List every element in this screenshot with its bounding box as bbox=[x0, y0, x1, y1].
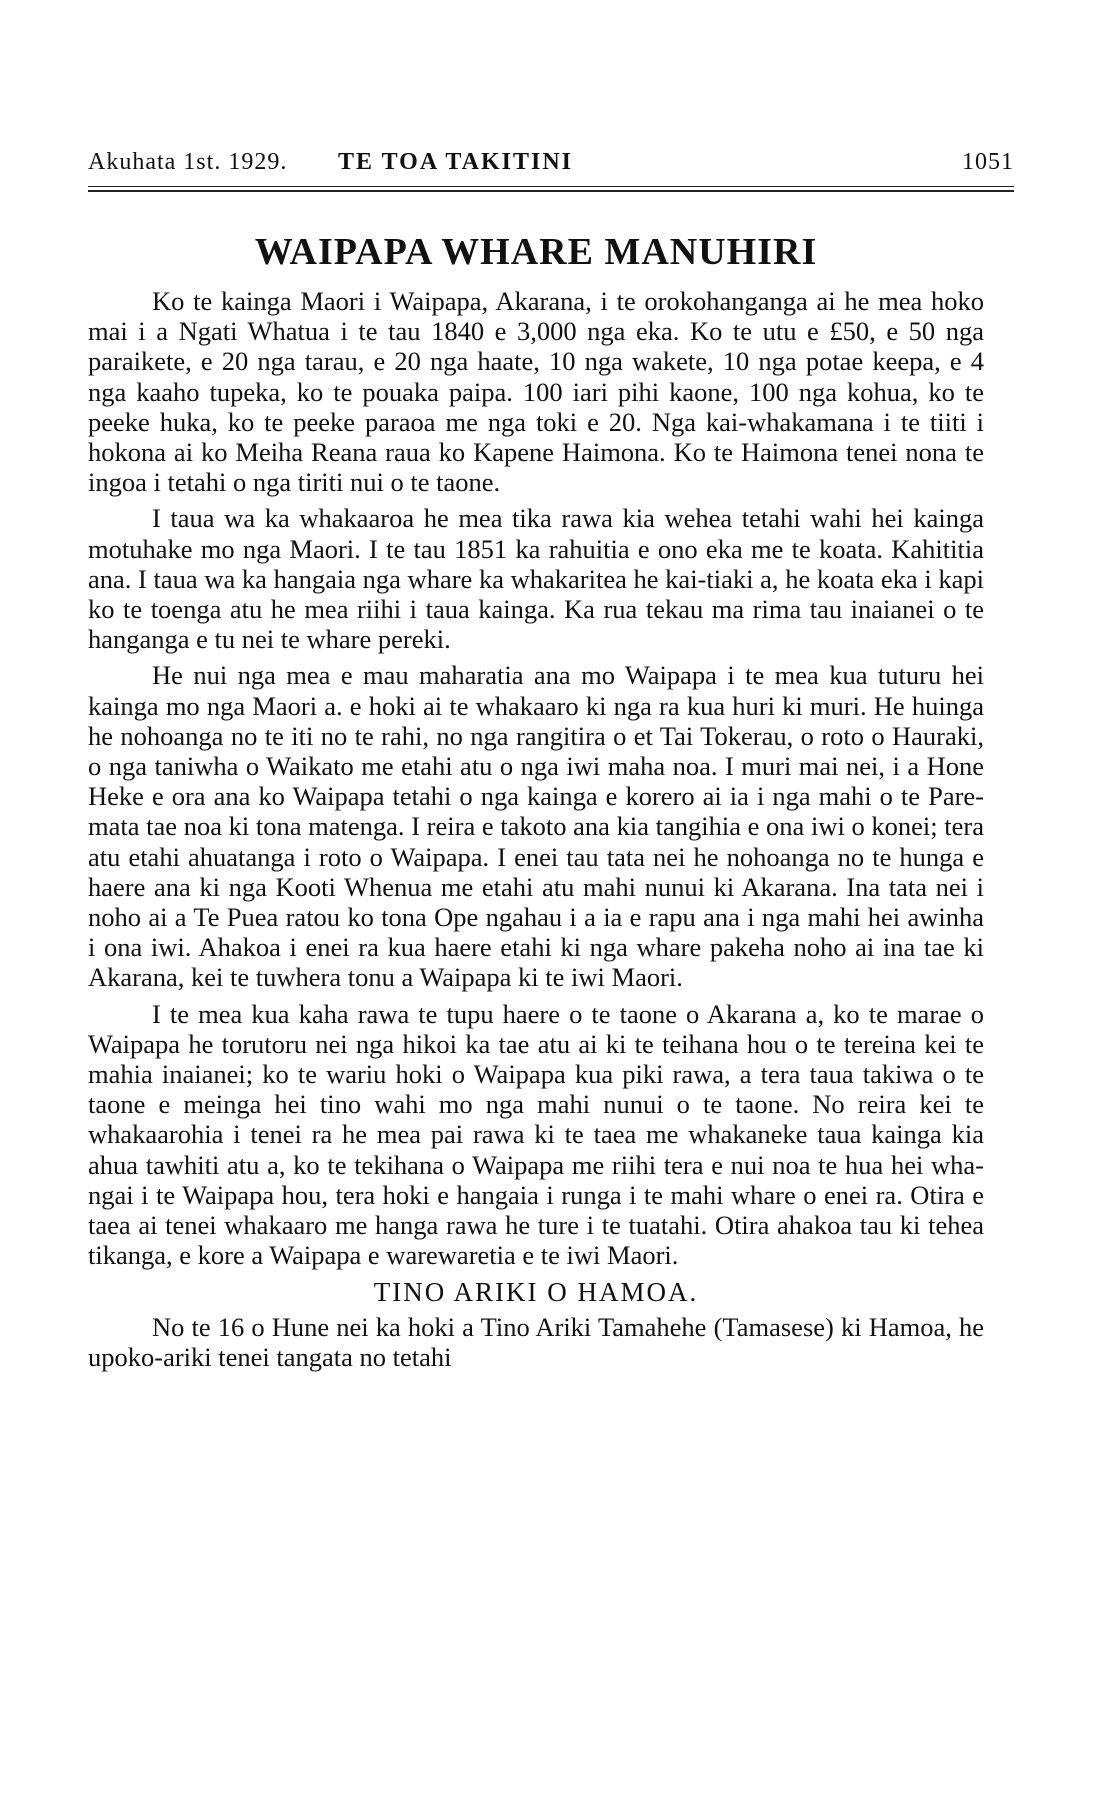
article-title: WAIPAPA WHARE MANUHIRI bbox=[254, 231, 818, 273]
header-rule bbox=[88, 186, 1014, 192]
running-header bbox=[88, 140, 1014, 176]
header-date: Akuhata 1st. 1929. bbox=[88, 149, 288, 175]
article-paragraph-4: I te mea kua kaha rawa te tupu haere o te taone o Akarana a, ko te marae o Waipapa he torutoru nei nga hikoi ka tae atu ai ki te teihana hou o te tereina kei te mahia inaianei; ko te wariu hoki o Waipapa kua piki rawa, a tera taua takiwa o te taone e meinga hei tino wahi mo nga mahi nunui o te taone. No reira kei te whakaarohia i tenei ra he mea pai rawa ki te taea me whakaneke taua kainga kia ahua tawhiti atu a, ko te tekihana o Waipapa me riihi tera e nui noa te hua hei whangai i te Waipapa hou, tera hoki e hangaia i runga i te mahi whare o enei ra. Otira e taea ai tenei whakaaro me hanga rawa he ture i te tuatahi. Otira ahakoa tau ki tehea tikanga, e kore a Waipapa e warewaretia e te iwi Maori. bbox=[88, 998, 984, 1271]
journal-title: TE TOA TAKITINI bbox=[338, 149, 573, 175]
page-number: 1051 bbox=[962, 149, 1014, 175]
section-paragraph-1: No te 16 o Hune nei ka hoki a Tino Ariki Tamahehe (Tamasese) ki Hamoa, he upoko-ariki tenei tangata no tetahi bbox=[88, 1311, 984, 1372]
article-paragraph-2: I taua wa ka whakaaroa he mea tika rawa kia wehea tetahi wahi hei kainga motuhake mo nga Maori. I te tau 1851 ka rahuitia e ono eka me te koata. Kahititia ana. I taua wa ka hangaia nga whare ka whakaritea he kai-tiaki a, he koata eka i kapi ko te toenga atu he mea riihi i taua kainga. Ka rua tekau ma rima tau inaianei o te hanganga e tu nei te whare pereki. bbox=[88, 503, 984, 655]
article-paragraph-1: Ko te kainga Maori i Waipapa, Akarana, i te orokohanganga ai he mea hoko mai i a Ngati Whatua i te tau 1840 e 3,000 nga eka. Ko te utu e £50, e 50 nga paraikete, e 20 nga tarau, e 20 nga haate, 10 nga wakete, 10 nga potae keepa, e 4 nga kaaho tupeka, ko te pouaka paipa. 100 iari pihi kaone, 100 nga kohua, ko te peeke huka, ko te peeke paraoa me nga toki e 20. Nga kai-whakamana i te tiiti i hokona ai ko Meiha Reana raua ko Kapene Haimona. Ko te Haimona tenei nona te ingoa i tetahi o nga tiriti nui o te taone. bbox=[88, 286, 984, 498]
section-title: TINO ARIKI O HAMOA. bbox=[373, 1276, 699, 1307]
article-paragraph-3: He nui nga mea e mau maharatia ana mo Waipapa i te mea kua tuturu hei kainga mo nga Maori a. e hoki ai te whakaaro ki nga ra kua huri ki muri. He huinga he nohoanga no te iti no te rahi, no nga rangitira o et Tai Tokerau, o roto o Hauraki, o nga taniwha o Waikato me etahi atu o nga iwi maha noa. I muri mai nei, i a Hone Heke e ora ana ko Waipapa tetahi o nga kainga e korero ai ia i nga mahi o te Paremata tae noa ki tona matenga. I reira e takoto ana kia tangihia e ona iwi o konei; tera atu etahi ahuatanga i roto o Waipapa. I enei tau tata nei he nohoanga no te hunga e haere ana ki nga Kooti Whenua me etahi atu mahi nunui ki Akarana. Ina tata nei i noho ai a Te Puea ratou ko tona Ope ngahau i a ia e rapu ana i nga mahi hei awinha i ona iwi. Ahakoa i enei ra kua haere etahi ki nga whare pakeha noho ai ina tae ki Akarana, kei te tuwhera tonu a Waipapa ki te iwi Maori. bbox=[88, 660, 984, 993]
